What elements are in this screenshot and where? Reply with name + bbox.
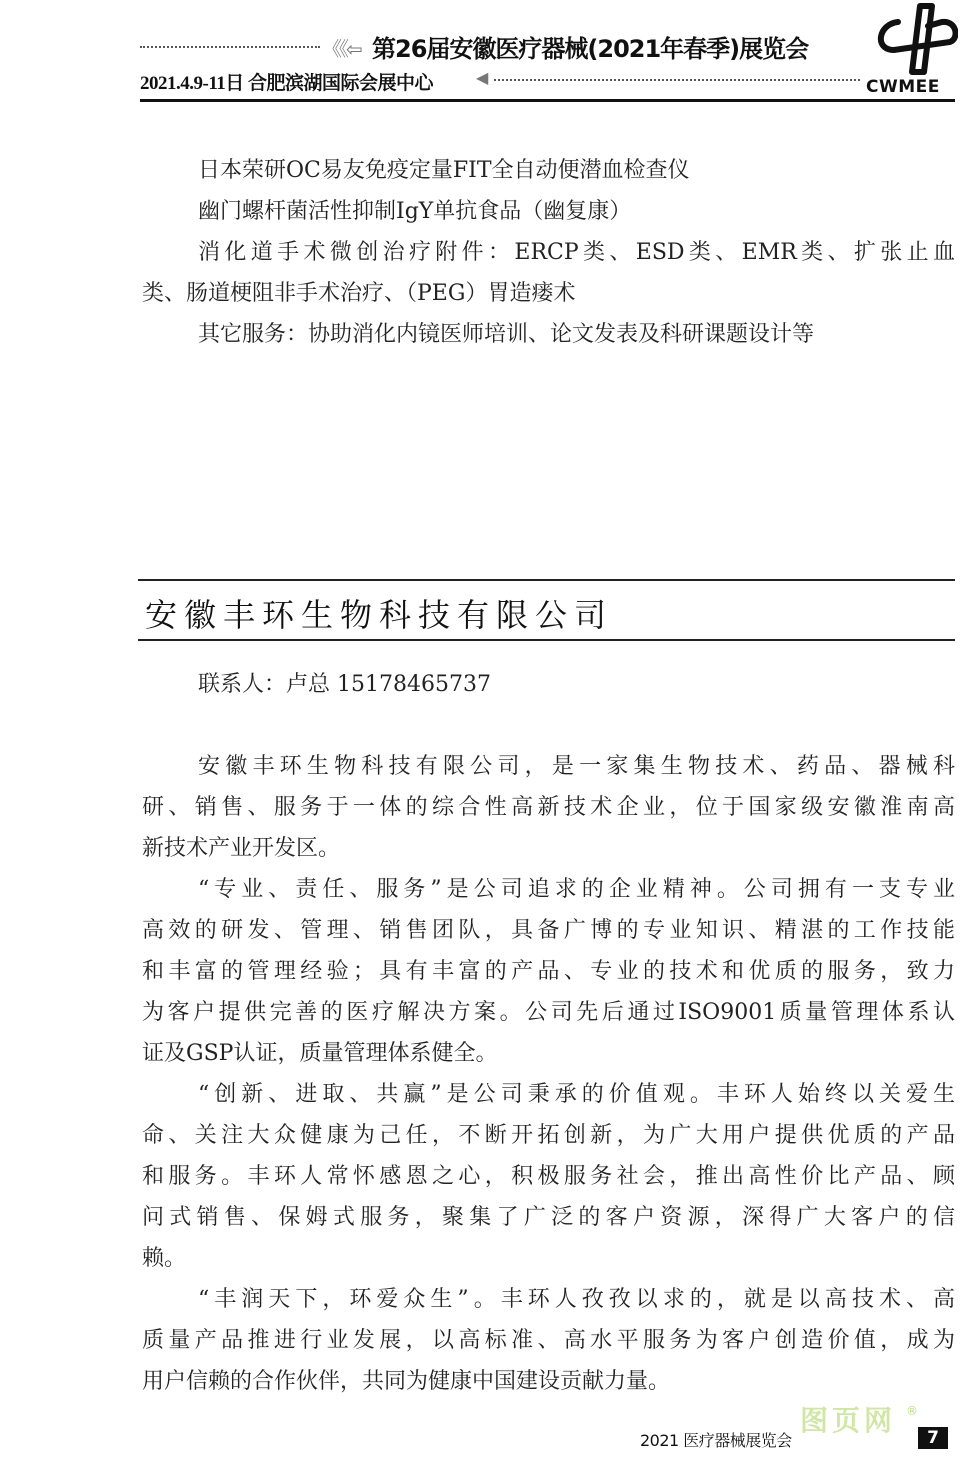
paragraph-line: 和服务。丰环人常怀感恩之心，积极服务社会，推出高性价比产品、顾 bbox=[142, 1164, 955, 1189]
paragraph bbox=[142, 746, 955, 869]
company-description bbox=[142, 746, 955, 1402]
paragraph-line: 用户信赖的合作伙伴，共同为健康中国建设贡献力量。 bbox=[142, 1369, 671, 1394]
title-rule-bottom bbox=[138, 639, 955, 641]
contact: 联系人：卢总 15178465737 bbox=[198, 672, 491, 697]
date-venue: 2021.4.9-11日 合肥滨湖国际会展中心 bbox=[140, 73, 434, 94]
product-list bbox=[142, 150, 955, 355]
header-rule bbox=[140, 99, 955, 102]
paragraph-line: “专业、责任、服务”是公司追求的企业精神。公司拥有一支专业 bbox=[198, 877, 955, 902]
product-line: 类、肠道梗阻非手术治疗、（PEG）胃造瘘术 bbox=[142, 281, 576, 306]
arrow-left-icon: ◀ bbox=[476, 68, 489, 87]
dotted-line bbox=[140, 46, 320, 48]
paragraph-line: 高效的研发、管理、销售团队，具备广博的专业知识、精湛的工作技能 bbox=[142, 918, 955, 943]
paragraph-line: 证及GSP认证，质量管理体系健全。 bbox=[142, 1041, 498, 1066]
logo-text: CWMEE bbox=[866, 77, 940, 97]
product-line: 日本荣研OC易友免疫定量FIT全自动便潜血检查仪 bbox=[198, 158, 690, 183]
paragraph-line: 和丰富的管理经验；具有丰富的产品、专业的技术和优质的服务，致力 bbox=[142, 959, 955, 984]
paragraph-line: 安徽丰环生物科技有限公司，是一家集生物技术、药品、器械科 bbox=[198, 754, 955, 779]
product-line: 消化道手术微创治疗附件：ERCP类、ESD类、EMR类、扩张止血 bbox=[198, 240, 955, 265]
paragraph-line: 为客户提供完善的医疗解决方案。公司先后通过ISO9001质量管理体系认 bbox=[142, 1000, 955, 1025]
paragraph-line: 命、关注大众健康为己任，不断开拓创新，为广大用户提供优质的产品 bbox=[142, 1123, 955, 1148]
contact-line bbox=[142, 664, 955, 705]
product-line: 幽门螺杆菌活性抑制IgY单抗食品（幽复康） bbox=[198, 199, 632, 224]
paragraph-line: “创新、进取、共赢”是公司秉承的价值观。丰环人始终以关爱生 bbox=[198, 1082, 955, 1107]
paragraph-line: 赖。 bbox=[142, 1246, 187, 1271]
title-rule-top bbox=[138, 579, 955, 581]
page-number: 7 bbox=[918, 1427, 948, 1449]
dotted-line bbox=[494, 79, 860, 81]
watermark-registered: ® bbox=[906, 1404, 918, 1418]
paragraph-line: 质量产品推进行业发展，以高标准、高水平服务为客户创造价值，成为 bbox=[142, 1328, 955, 1353]
cwmee-logo-icon bbox=[868, 2, 958, 80]
paragraph-line: 新技术产业开发区。 bbox=[142, 836, 341, 861]
paragraph bbox=[142, 1279, 955, 1402]
paragraph bbox=[142, 869, 955, 1074]
paragraph-line: “丰润天下，环爱众生”。丰环人孜孜以求的，就是以高技术、高 bbox=[198, 1287, 955, 1312]
arrows-icon: 《《⇦ bbox=[322, 37, 360, 61]
product-line: 其它服务：协助消化内镜医师培训、论文发表及科研课题设计等 bbox=[198, 322, 815, 347]
paragraph-line: 研、销售、服务于一体的综合性高新技术企业，位于国家级安徽淮南高 bbox=[142, 795, 955, 820]
footer-text: 2021 医疗器械展览会 bbox=[640, 1431, 792, 1450]
watermark: 图页网 bbox=[800, 1404, 897, 1437]
exhibition-title: 第26届安徽医疗器械(2021年春季)展览会 bbox=[372, 35, 809, 63]
paragraph-line: 问式销售、保姆式服务，聚集了广泛的客户资源，深得广大客户的信 bbox=[142, 1205, 955, 1230]
company-title: 安徽丰环生物科技有限公司 bbox=[145, 596, 614, 634]
paragraph bbox=[142, 1074, 955, 1279]
